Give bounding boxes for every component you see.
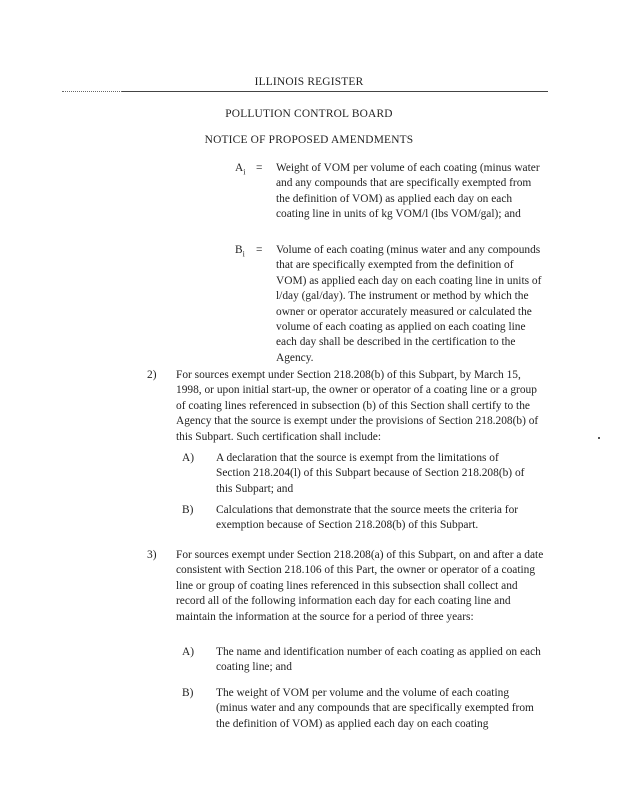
- notice-title: NOTICE OF PROPOSED AMENDMENTS: [204, 134, 414, 146]
- board-title: POLLUTION CONTROL BOARD: [225, 108, 393, 120]
- definition-b-equals: =: [256, 244, 263, 256]
- item-2b-text: Calculations that demonstrate that the source meets the criteria for exemption because of Section 218.208(b) of this Subpart.: [216, 504, 519, 532]
- register-title: ILLINOIS REGISTER: [254, 76, 364, 88]
- header-rule: [122, 91, 548, 92]
- item-2b-label: B): [182, 504, 194, 516]
- item-3a-text: The name and identification number of each coating as applied on each coating line; and: [216, 646, 541, 674]
- definition-b-symbol: $B_i$: [235, 244, 245, 259]
- item-3-number: 3): [147, 549, 157, 561]
- header-rule-left: [62, 91, 122, 92]
- item-3a-label: A): [182, 646, 195, 658]
- item-2-number: 2): [147, 369, 157, 381]
- scan-speck: [598, 437, 600, 439]
- definition-a-equals: =: [256, 162, 263, 174]
- item-3b-label: B): [182, 687, 194, 699]
- definition-a-text: Weight of VOM per volume of each coating (minus water and any compounds that are specifically exempted from the definition of VOM) as applied each day on each coating line in units of kg VOM/l (lbs VOM/gal); and: [276, 162, 540, 221]
- item-2a-text: A declaration that the source is exempt from the limitations of Section 218.204(l) of this Subpart because of Section 218.208(b) of this Subpart; and: [216, 452, 525, 495]
- item-3-text: For sources exempt under Section 218.208(a) of this Subpart, on and after a date consistent with Section 218.106 of this Part, the owner or operator of a coating line or group of coating lines referenced in this subsection shall collect and record all of the following information each day for each coating line and maintain the information at the source for a period of three years:: [176, 549, 544, 623]
- item-3b-text: The weight of VOM per volume and the volume of each coating (minus water and any compounds that are specifically exempted from the definition of VOM) as applied each day on each coating: [216, 687, 534, 730]
- item-2a-label: A): [182, 452, 195, 464]
- definition-b-text: Volume of each coating (minus water and any compounds that are specifically exempted from the definition of VOM) as applied each day on each coating line in units of l/day (gal/day). The instrument or method by which the owner or operator accurately measured or calculated the volume of each coating as applied on each coating line each day shall be described in the certification to the Agency.: [276, 244, 542, 364]
- item-2-text: For sources exempt under Section 218.208(b) of this Subpart, by March 15, 1998, or upon initial start-up, the owner or operator of a coating line or a group of coating lines referenced in subsection (b) of this Section shall certify to the Agency that the source is exempt under the provisions of Section 218.208(b) of this Subpart. Such certification shall include:: [176, 369, 539, 443]
- definition-a-symbol: $A_i$: [235, 162, 246, 177]
